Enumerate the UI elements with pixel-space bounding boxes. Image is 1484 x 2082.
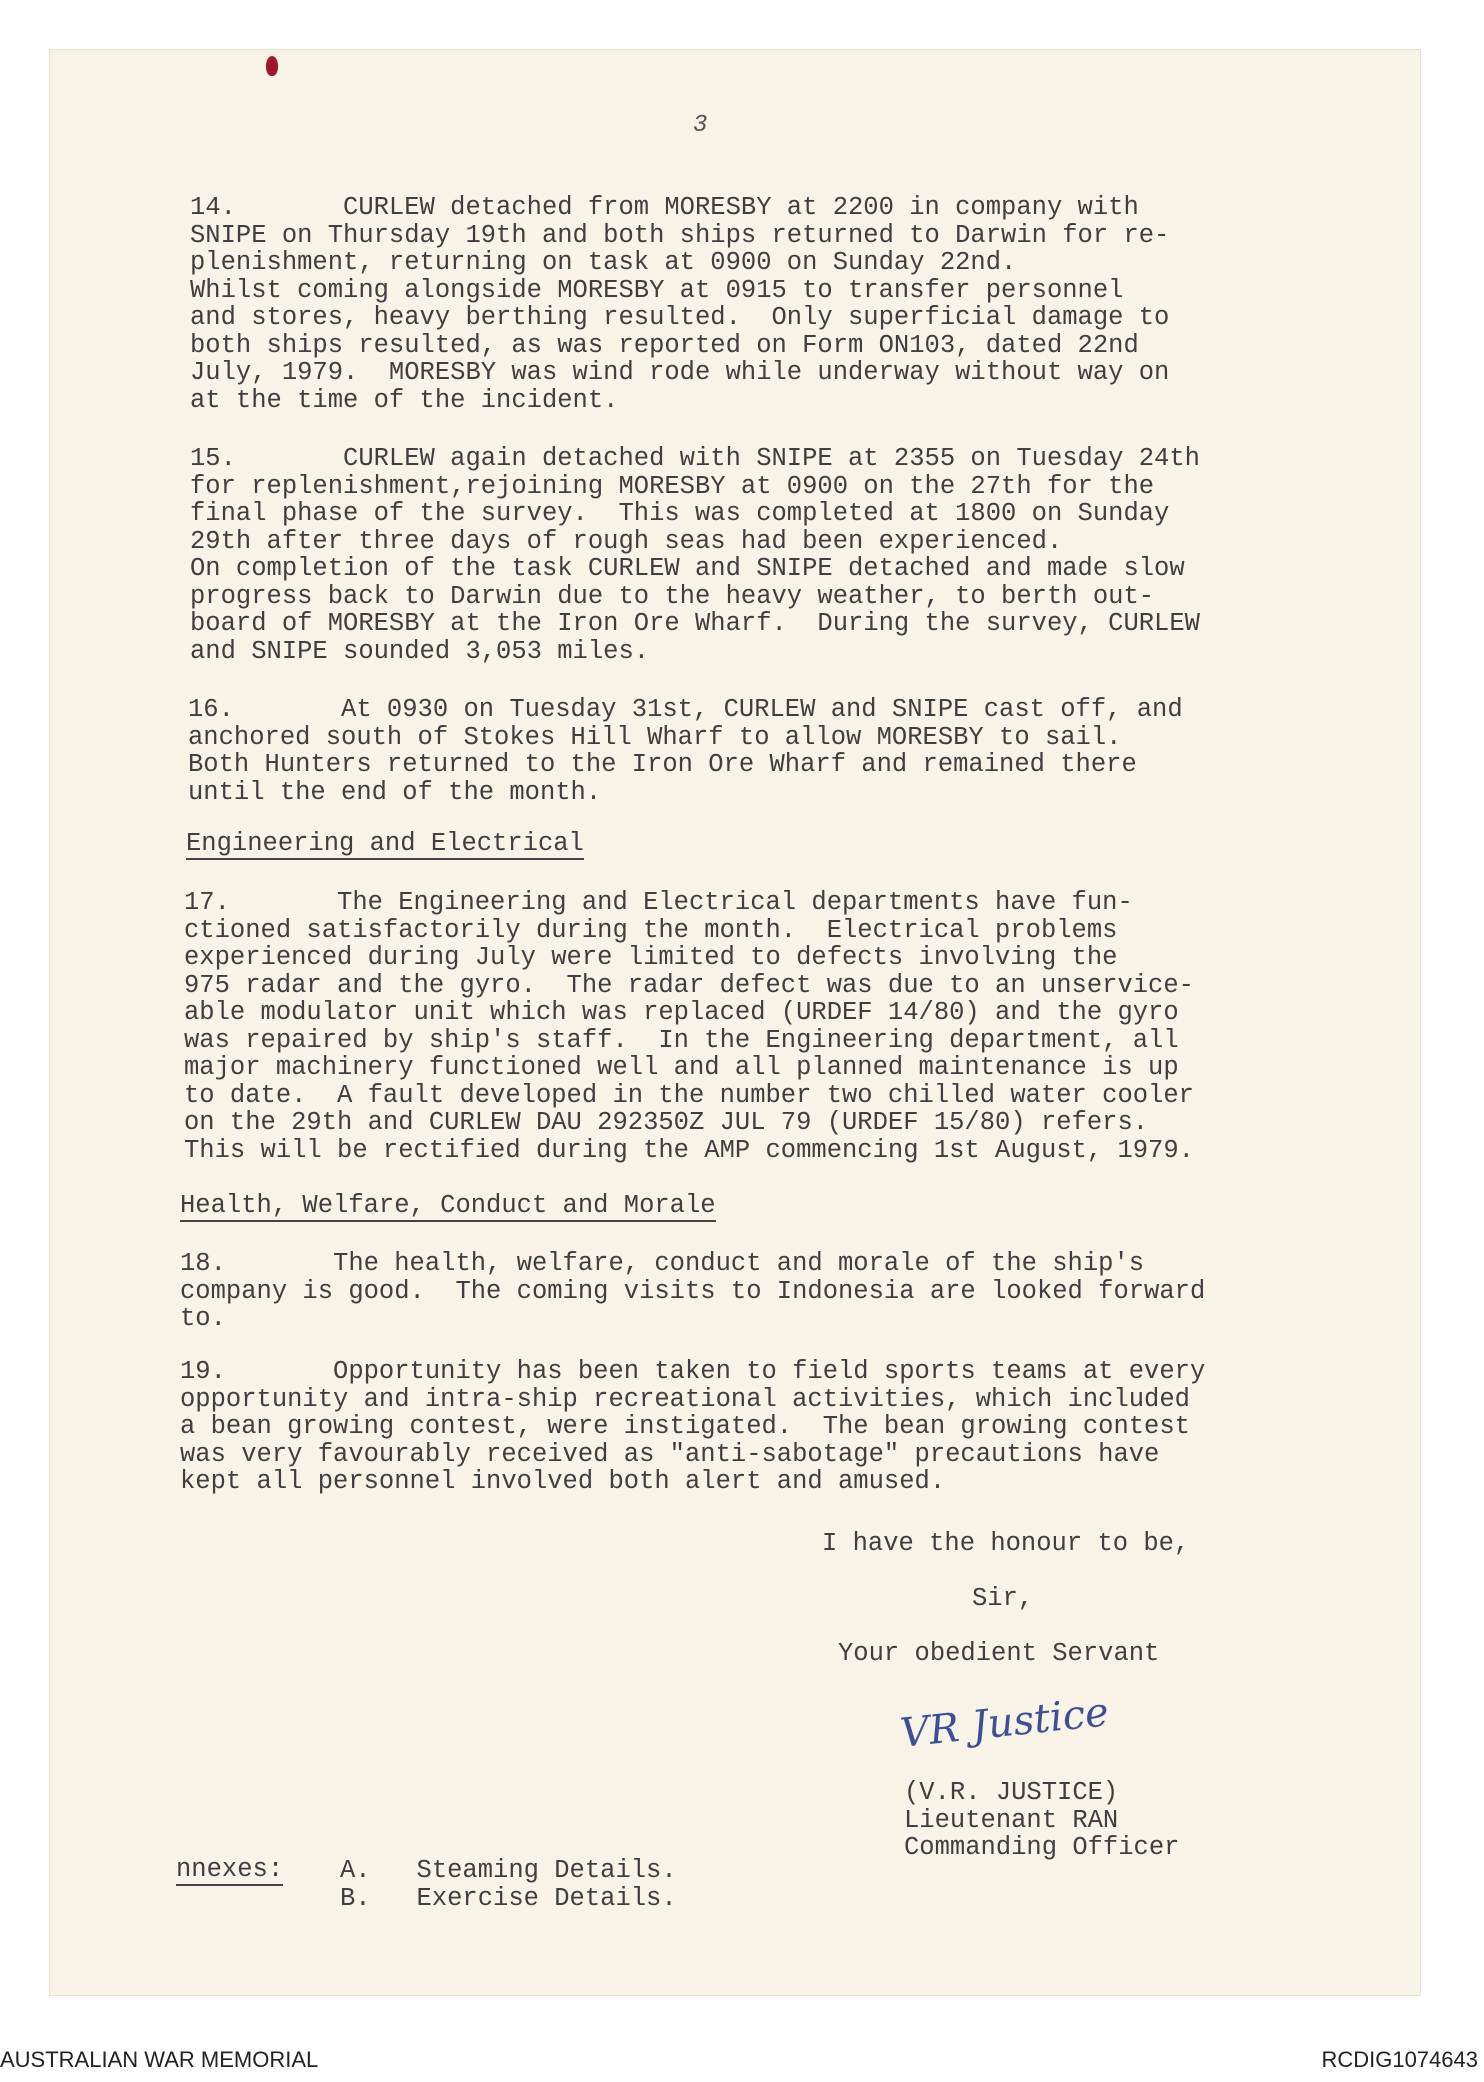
red-ink-mark (266, 56, 278, 76)
annexes-list: A. Steaming Details. B. Exercise Details. (340, 1856, 677, 1913)
page-number: 3 (693, 112, 708, 139)
paragraph-15: 15. CURLEW again detached with SNIPE at 2355 on Tuesday 24th for replenishment,rejoining MORESBY at 0900 on the 27th for the final phase of the survey. This was completed at 1800 on Sunday 29th after three days of rough seas had been experienced. On completion of the task CURLEW and SNIPE detached and made slow progress back to Darwin due to the heavy weather, to berth out- board of MORESBY at the Iron Ore Wharf. During the survey, CURLEW and SNIPE sounded 3,053 miles. (190, 444, 1200, 666)
closing-line-servant: Your obedient Servant (838, 1639, 1160, 1668)
paragraph-19: 19. Opportunity has been taken to field sports teams at every opportunity and intra-ship recreational activities, which included a bean growing contest, were instigated. The bean growing contest was very favourably received as "anti-sabotage" precautions have kept all personnel involved both alert and amused. (180, 1357, 1206, 1496)
signatory-block: (V.R. JUSTICE) Lieutenant RAN Commanding Officer (904, 1778, 1180, 1862)
heading-health-welfare: Health, Welfare, Conduct and Morale (180, 1191, 716, 1220)
closing-line-sir: Sir, (972, 1584, 1034, 1613)
paragraph-16: 16. At 0930 on Tuesday 31st, CURLEW and SNIPE cast off, and anchored south of Stokes Hill Wharf to allow MORESBY to sail. Both Hunters returned to the Iron Ore Wharf and remained there until the end of the month. (188, 695, 1183, 807)
paragraph-18: 18. The health, welfare, conduct and morale of the ship's company is good. The coming visits to Indonesia are looked forward to. (180, 1249, 1206, 1333)
footer-source: AUSTRALIAN WAR MEMORIAL (0, 2047, 319, 2072)
heading-engineering-electrical: Engineering and Electrical (186, 829, 584, 858)
paragraph-17: 17. The Engineering and Electrical departments have fun- ctioned satisfactorily during the month. Electrical problems experienced during July were limited to defects involving the 975 radar and the gyro. The radar defect was due to an unservice- able modulator unit which was replaced (URDEF 14/80) and the gyro was repaired by ship's staff. In the Engineering department, all major machinery functioned well and all planned maintenance is up to date. A fault developed in the number two chilled water cooler on the 29th and CURLEW DAU 292350Z JUL 79 (URDEF 15/80) refers. This will be rectified during the AMP commencing 1st August, 1979. (184, 888, 1194, 1165)
annexes-label: nnexes: (176, 1855, 284, 1884)
paragraph-14: 14. CURLEW detached from MORESBY at 2200 in company with SNIPE on Thursday 19th and both ships returned to Darwin for re- plenishment, returning on task at 0900 on Sunday 22nd. Whilst coming alongside MORESBY at 0915 to transfer personnel and stores, heavy berthing resulted. Only superficial damage to both ships resulted, as was reported on Form ON103, dated 22nd July, 1979. MORESBY was wind rode while underway without way on at the time of the incident. (190, 193, 1170, 415)
footer-id: RCDIG1074643 (1321, 2047, 1478, 2072)
handwritten-signature: VR Justice (898, 1689, 1111, 1757)
closing-line-honour: I have the honour to be, (822, 1529, 1190, 1558)
